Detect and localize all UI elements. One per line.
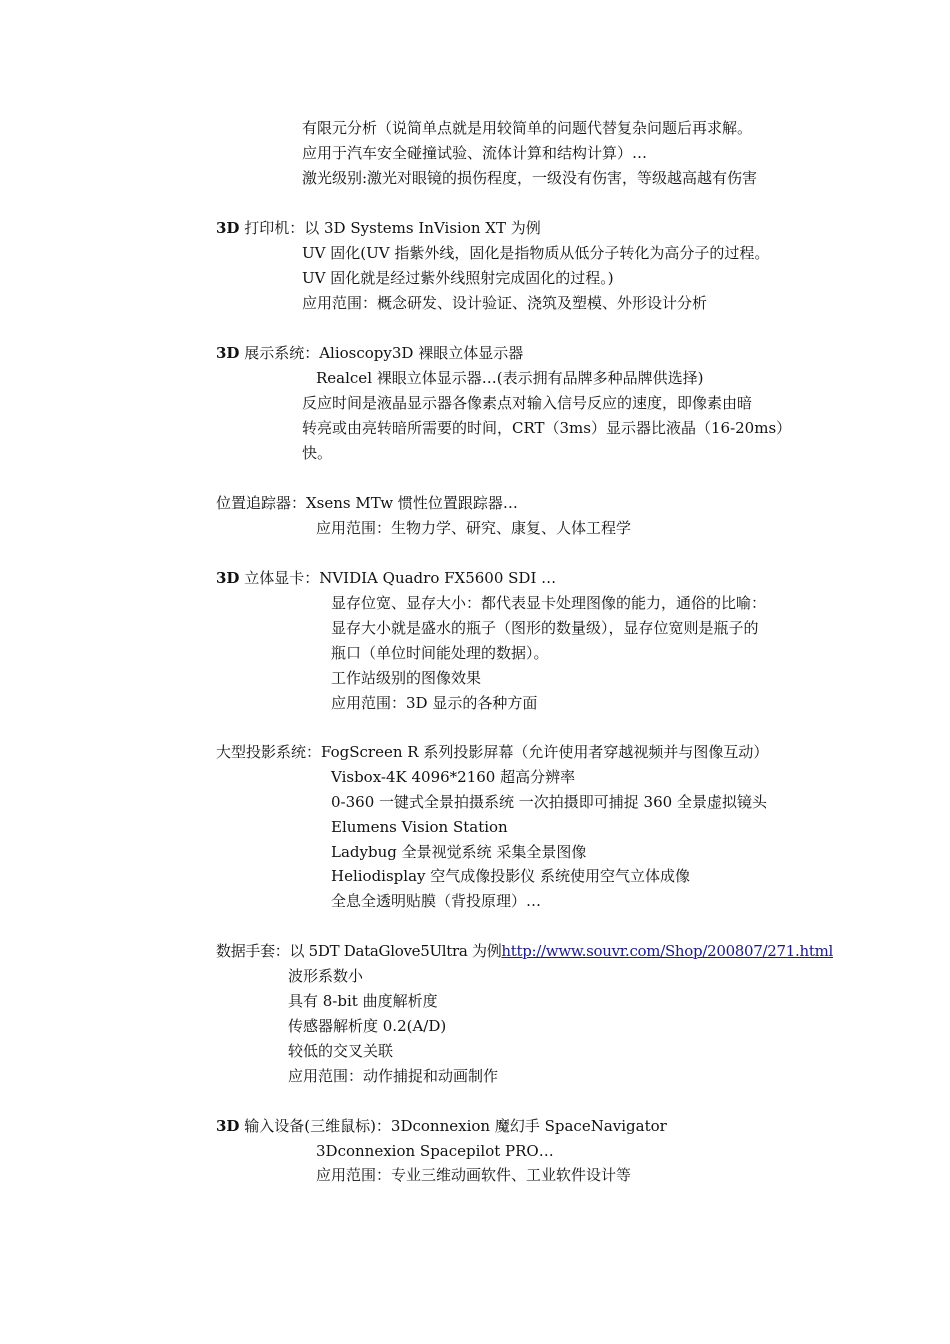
printer-heading — [216, 218, 541, 238]
glove-line-4: 较低的交叉关联 — [288, 1042, 394, 1060]
glove-heading — [216, 941, 833, 961]
printer-heading-prefix: 3D — [216, 219, 240, 237]
projection-heading: 大型投影系统：FogScreen R 系列投影屏幕（允许使用者穿越视频并与图像互动） — [216, 743, 769, 761]
projection-line-3: Elumens Vision Station — [331, 818, 508, 836]
display-line-2: 反应时间是液晶显示器各像素点对输入信号反应的速度，即像素由暗 — [302, 394, 753, 412]
display-line-4: 快。 — [302, 444, 333, 462]
input-line-1: 3Dconnexion Spacepilot PRO… — [316, 1142, 554, 1160]
gpu-heading-prefix: 3D — [216, 569, 240, 587]
gpu-line-3: 瓶口（单位时间能处理的数据）。 — [331, 644, 549, 662]
glove-line-1: 波形系数小 — [288, 967, 364, 985]
tracker-line-1: 应用范围：生物力学、研究、康复、人体工程学 — [316, 519, 632, 537]
printer-line-1: UV 固化(UV 指紫外线，固化是指物质从低分子转化为高分子的过程。 — [302, 244, 770, 262]
glove-line-5: 应用范围：动作捕捉和动画制作 — [288, 1067, 499, 1085]
printer-line-2: UV 固化就是经过紫外线照射完成固化的过程。) — [302, 269, 614, 287]
projection-line-2: 0-360 一键式全景拍摄系统 一次拍摄即可捕捉 360 全景虚拟镜头 — [331, 793, 767, 811]
input-heading — [216, 1116, 667, 1136]
display-heading-prefix: 3D — [216, 344, 240, 362]
printer-heading-text: 打印机：以 3D Systems InVision XT 为例 — [239, 219, 541, 237]
projection-line-1: Visbox-4K 4096*2160 超高分辨率 — [331, 768, 576, 786]
glove-line-3: 传感器解析度 0.2(A/D) — [288, 1017, 447, 1035]
glove-heading-text: 数据手套：以 5DT DataGlove5Ultra 为例 — [216, 942, 502, 960]
display-heading — [216, 343, 523, 363]
input-heading-prefix: 3D — [216, 1117, 240, 1135]
glove-link[interactable]: http://www.souvr.com/Shop/200807/271.html — [501, 942, 834, 960]
display-heading-text: 展示系统：Alioscopy3D 裸眼立体显示器 — [239, 344, 524, 362]
gpu-heading-text: 立体显卡：NVIDIA Quadro FX5600 SDI … — [239, 569, 557, 587]
projection-line-5: Heliodisplay 空气成像投影仪 系统使用空气立体成像 — [331, 867, 691, 885]
gpu-line-5: 应用范围：3D 显示的各种方面 — [331, 694, 538, 712]
gpu-heading — [216, 568, 556, 588]
tracker-heading: 位置追踪器：Xsens MTw 惯性位置跟踪器… — [216, 494, 518, 512]
projection-line-4: Ladybug 全景视觉系统 采集全景图像 — [331, 843, 587, 861]
input-line-2: 应用范围：专业三维动画软件、工业软件设计等 — [316, 1166, 632, 1184]
glove-line-2: 具有 8-bit 曲度解析度 — [288, 992, 438, 1010]
gpu-line-4: 工作站级别的图像效果 — [331, 669, 482, 687]
input-heading-text: 输入设备(三维鼠标)：3Dconnexion 魔幻手 SpaceNavigator — [239, 1117, 667, 1135]
gpu-line-2: 显存大小就是盛水的瓶子（图形的数量级），显存位宽则是瓶子的 — [331, 619, 759, 637]
intro-line-1: 有限元分析（说简单点就是用较简单的问题代替复杂问题后再求解。 — [302, 119, 753, 137]
printer-line-3: 应用范围：概念研发、设计验证、浇筑及塑模、外形设计分析 — [302, 294, 708, 312]
intro-line-3: 激光级别:激光对眼镜的损伤程度，一级没有伤害，等级越高越有伤害 — [302, 169, 758, 187]
projection-line-6: 全息全透明贴膜（背投原理）… — [331, 892, 542, 910]
display-line-3: 转亮或由亮转暗所需要的时间，CRT（3ms）显示器比液晶（16-20ms） — [302, 419, 792, 437]
gpu-line-1: 显存位宽、显存大小：都代表显卡处理图像的能力，通俗的比喻： — [331, 594, 767, 612]
intro-line-2: 应用于汽车安全碰撞试验、流体计算和结构计算）… — [302, 144, 648, 162]
display-line-1: Realcel 裸眼立体显示器…(表示拥有品牌多种品牌供选择) — [316, 369, 704, 387]
